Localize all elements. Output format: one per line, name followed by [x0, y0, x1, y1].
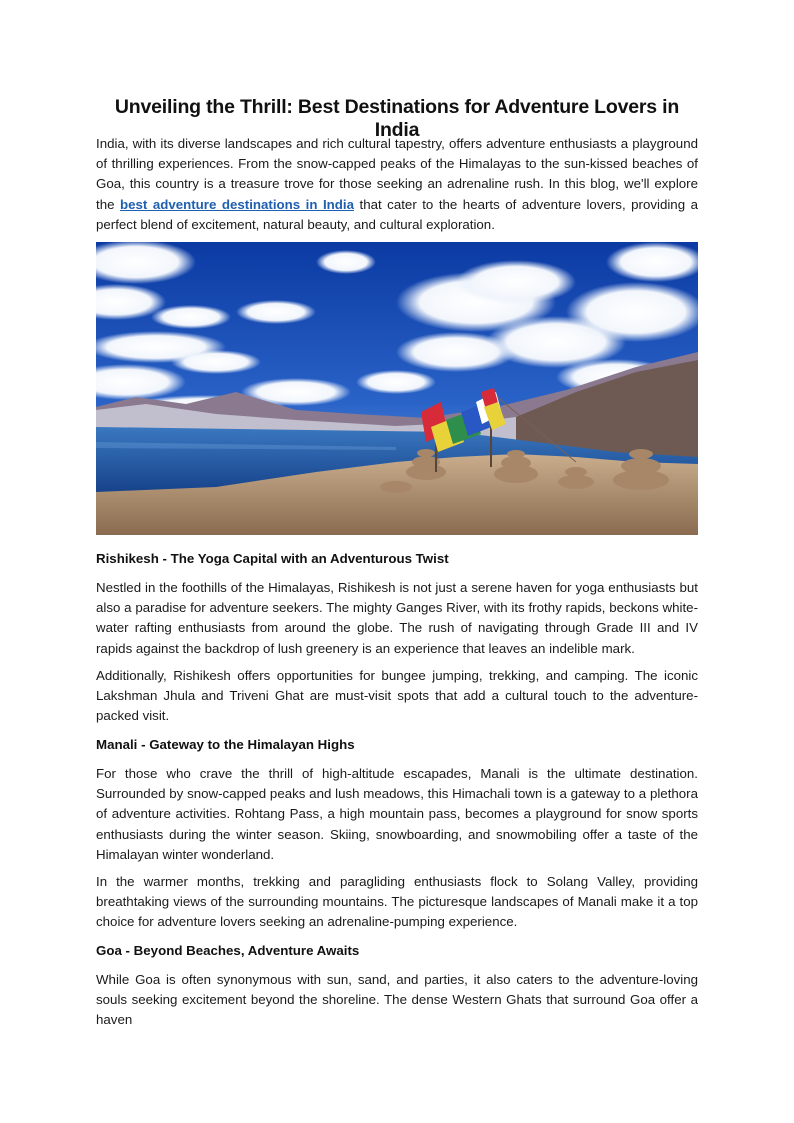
goa-paragraph-1: While Goa is often synonymous with sun, sand, and parties, it also caters to the adventure-loving souls seeking excitement beyond the shoreline. The dense Western Ghats that surround Goa offer a haven	[96, 972, 698, 1028]
section-heading-goa: Goa - Beyond Beaches, Adventure Awaits	[96, 943, 360, 958]
hero-image-lake-prayer-flags	[96, 242, 698, 535]
intro-paragraph	[96, 134, 698, 235]
manali-paragraph-2: In the warmer months, trekking and paragliding enthusiasts flock to Solang Valley, providing breathtaking views of the surrounding mountains. The picturesque landscapes of Manali make it a top choice for adventure lovers seeking an adrenaline-pumping experience.	[96, 874, 698, 930]
intro-text-before: India, with its diverse landscapes and rich cultural tapestry, offers adventure enthusiasts a playground of thrilling experiences. From the snow-capped peaks of the Himalayas to the sun-kissed beaches of Goa, this country is a treasure trove for those seeking an adrenaline rush. In this blog, we'll explore the	[96, 136, 698, 212]
section-heading-rishikesh: Rishikesh - The Yoga Capital with an Adventurous Twist	[96, 551, 449, 566]
page-title: Unveiling the Thrill: Best Destinations for Adventure Lovers in India	[114, 96, 680, 141]
intro-text-after: that cater to the hearts of adventure lovers, providing a perfect blend of excitement, natural beauty, and cultural exploration.	[96, 196, 698, 232]
rishikesh-paragraph-1: Nestled in the foothills of the Himalayas, Rishikesh is not just a serene haven for yoga enthusiasts but also a paradise for adventure seekers. The mighty Ganges River, with its frothy rapids, beckons white-water rafting enthusiasts from around the globe. The rush of navigating through Grade III and IV rapids against the backdrop of lush greenery is an experience that leaves an indelible mark.	[96, 580, 698, 656]
rishikesh-paragraph-2: Additionally, Rishikesh offers opportunities for bungee jumping, trekking, and camping. The iconic Lakshman Jhula and Triveni Ghat are must-visit spots that add a cultural touch to the adventure-packed visit.	[96, 668, 698, 724]
best-destinations-link[interactable]: best adventure destinations in India	[119, 196, 355, 212]
manali-paragraph-1: For those who crave the thrill of high-altitude escapades, Manali is the ultimate destination. Surrounded by snow-capped peaks and lush meadows, this Himachali town is a gateway to a plethora of adventure activities. Rohtang Pass, a high mountain pass, becomes a playground for snow sports enthusiasts during the winter season. Skiing, snowboarding, and snowmobiling offer a taste of the Himalayan winter wonderland.	[96, 766, 698, 862]
section-heading-manali: Manali - Gateway to the Himalayan Highs	[96, 737, 355, 752]
